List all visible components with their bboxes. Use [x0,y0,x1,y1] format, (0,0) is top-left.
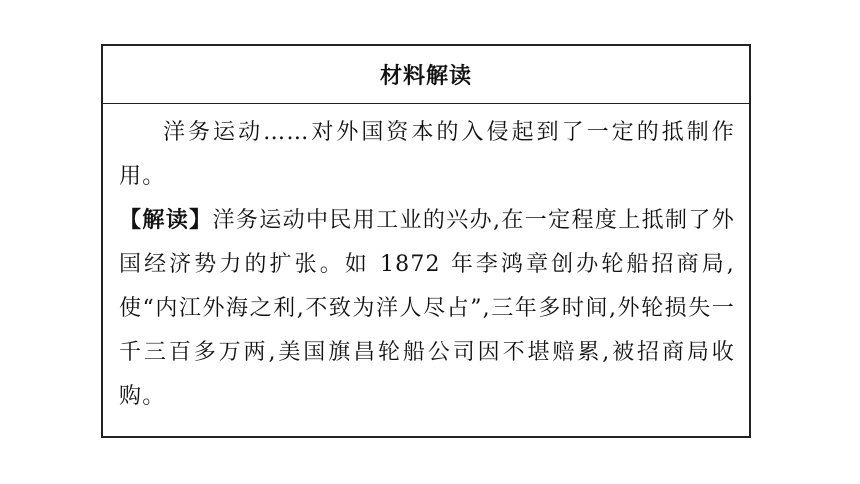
explanation-label: 【解读】 [119,208,213,233]
explanation-paragraph [119,199,735,419]
material-interpretation-box [101,44,751,438]
quote-paragraph: 洋务运动……对外国资本的入侵起到了一定的抵制作用。 [119,120,735,189]
box-title: 材料解读 [103,46,749,104]
box-content [103,104,749,419]
explanation-text: 洋务运动中民用工业的兴办,在一定程度上抵制了外国经济势力的扩张。如 1872 年李鸿章创办轮船招商局,使“内江外海之利,不致为洋人尽占”,三年多时间,外轮损失一千三百多万两,美国旗昌轮船公司因不堪赔累,被招商局收购。 [119,208,735,409]
